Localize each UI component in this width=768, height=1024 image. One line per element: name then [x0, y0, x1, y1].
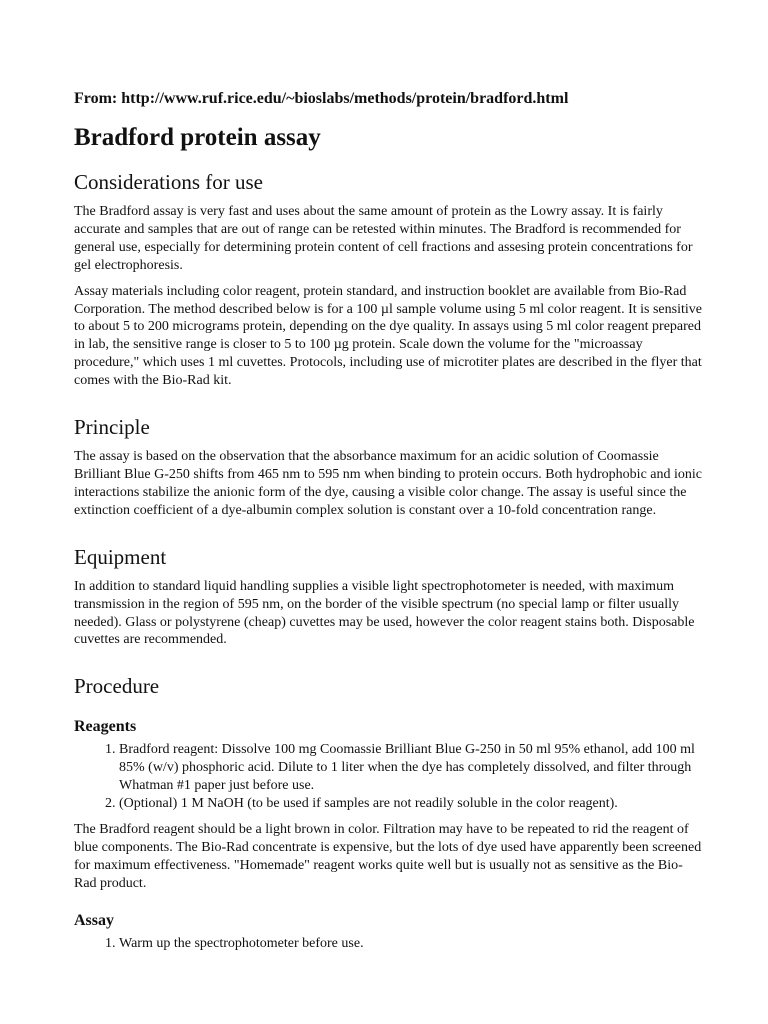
- reagents-list: [74, 741, 704, 813]
- principle-paragraph: The assay is based on the observation that the absorbance maximum for an acidic solution of Coomassie Brilliant Blue G-250 shifts from 465 nm to 595 nm when binding to protein occurs. Both hydrophobic and ionic interactions stabilize the anionic form of the dye, causing a visible color change. The assay is useful since the extinction coefficient of a dye-albumin complex solution is constant over a 10-fold concentration range.: [74, 449, 702, 518]
- section-principle: [74, 414, 704, 520]
- section-equipment: [74, 544, 704, 650]
- heading-equipment: Equipment: [74, 544, 167, 569]
- considerations-paragraph-1: The Bradford assay is very fast and uses about the same amount of protein as the Lowry assay. It is fairly accurate and samples that are out of range can be retested within minutes. The Bradford is recommended for general use, especially for determining protein content of cell fractions and assesing protein concentrations for gel electrophoresis.: [74, 204, 693, 273]
- source-line: From: http://www.ruf.rice.edu/~bioslabs/methods/protein/bradford.html: [74, 90, 569, 107]
- section-procedure: [74, 673, 704, 952]
- list-item: 2. (Optional) 1 M NaOH (to be used if samples are not readily soluble in the color reagent).: [119, 795, 704, 813]
- document-page: [74, 88, 704, 960]
- section-considerations: [74, 169, 704, 390]
- heading-reagents: Reagents: [74, 718, 137, 736]
- subsection-assay: [74, 911, 704, 953]
- page-title: Bradford protein assay: [74, 124, 321, 151]
- list-item: 1. Bradford reagent: Dissolve 100 mg Coomassie Brilliant Blue G-250 in 50 ml 95% ethanol, add 100 ml 85% (w/v) phosphoric acid. Dilute to 1 liter when the dye has completely dissolved, and filter through Whatman #1 paper just before use.: [119, 741, 704, 795]
- equipment-paragraph: In addition to standard liquid handling supplies a visible light spectrophotometer is needed, with maximum transmission in the region of 595 nm, on the border of the visible spectrum (no special lamp or filter usually needed). Glass or polystyrene (cheap) cuvettes may be used, however the color reagent stains both. Disposable cuvettes are recommended.: [74, 578, 695, 648]
- assay-list: [74, 935, 704, 953]
- heading-procedure: Procedure: [74, 674, 160, 699]
- heading-considerations: Considerations for use: [74, 170, 263, 194]
- reagents-note: The Bradford reagent should be a light brown in color. Filtration may have to be repeated to rid the reagent of blue components. The Bio-Rad concentrate is expensive, but the lots of dye used have apparently been screened for maximum effectiveness. "Homemade" reagent works quite well but is usually not as sensitive as the Bio-Rad product.: [74, 821, 702, 891]
- heading-assay: Assay: [74, 911, 115, 929]
- subsection-reagents: [74, 717, 704, 892]
- list-item: 1. Warm up the spectrophotometer before use.: [119, 935, 704, 953]
- heading-principle: Principle: [74, 415, 150, 440]
- considerations-paragraph-2: Assay materials including color reagent, protein standard, and instruction booklet are available from Bio-Rad Corporation. The method described below is for a 100 µl sample volume using 5 ml color reagent. It is sensitive to about 5 to 200 micrograms protein, depending on the dye quality. In assays using 5 ml color reagent prepared in lab, the sensitive range is closer to 5 to 100 µg protein. Scale down the volume for the "microassay procedure," which uses 1 ml cuvettes. Protocols, including use of microtiter plates are described in the flyer that comes with the Bio-Rad kit.: [74, 283, 702, 389]
